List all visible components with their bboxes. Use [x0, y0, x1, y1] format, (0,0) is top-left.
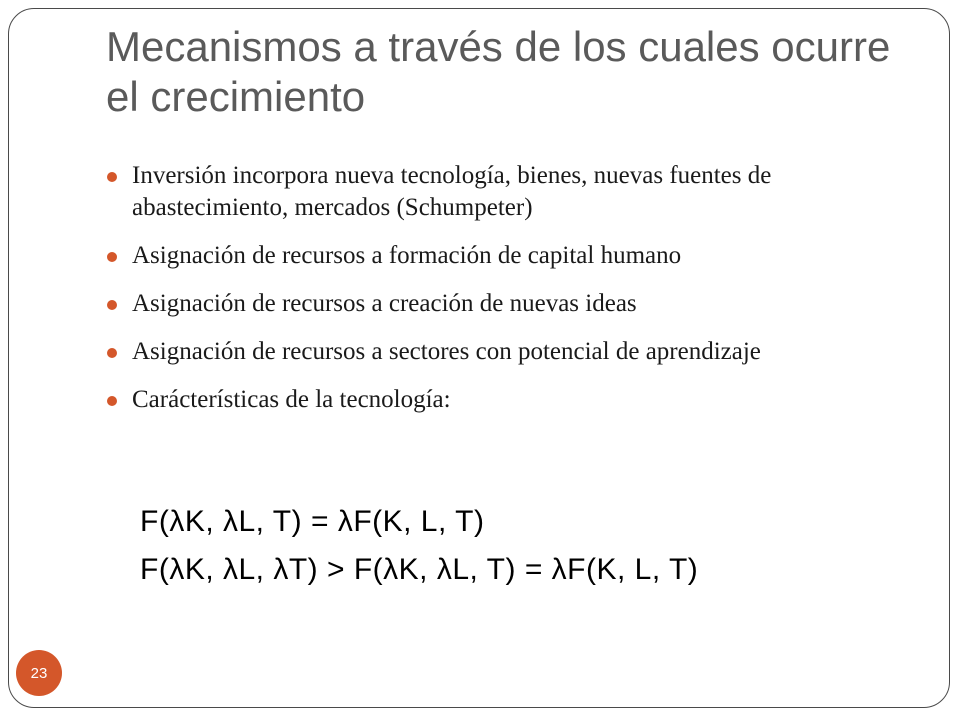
bullet-item	[104, 240, 894, 272]
bullet-item	[104, 160, 894, 224]
formula-constant-returns: F(λK, λL, T) = λF(K, L, T)	[140, 505, 485, 538]
bullet-dot-icon	[107, 396, 117, 406]
formula-increasing-returns: F(λK, λL, λT) > F(λK, λL, T) = λF(K, L, T)	[140, 553, 699, 586]
bullet-dot-icon	[107, 172, 117, 182]
bullet-dot-icon	[107, 300, 117, 310]
bullet-text: Asignación de recursos a sectores con potencial de aprendizaje	[132, 338, 761, 365]
bullet-text: Carácterísticas de la tecnología:	[132, 386, 451, 413]
bullet-item	[104, 384, 894, 416]
slide-title: Mecanismos a través de los cuales ocurre el crecimiento	[106, 23, 891, 120]
page-number-badge: 23	[16, 650, 62, 696]
bullet-text: Asignación de recursos a creación de nuevas ideas	[132, 290, 637, 317]
bullet-dot-icon	[107, 252, 117, 262]
bullet-item	[104, 288, 894, 320]
bullet-text: Asignación de recursos a formación de capital humano	[132, 242, 682, 269]
bullet-item	[104, 336, 894, 368]
bullet-dot-icon	[107, 348, 117, 358]
bullet-list	[104, 160, 894, 432]
bullet-text: Inversión incorpora nueva tecnología, bienes, nuevas fuentes de abastecimiento, mercados (Schumpeter)	[132, 162, 772, 221]
